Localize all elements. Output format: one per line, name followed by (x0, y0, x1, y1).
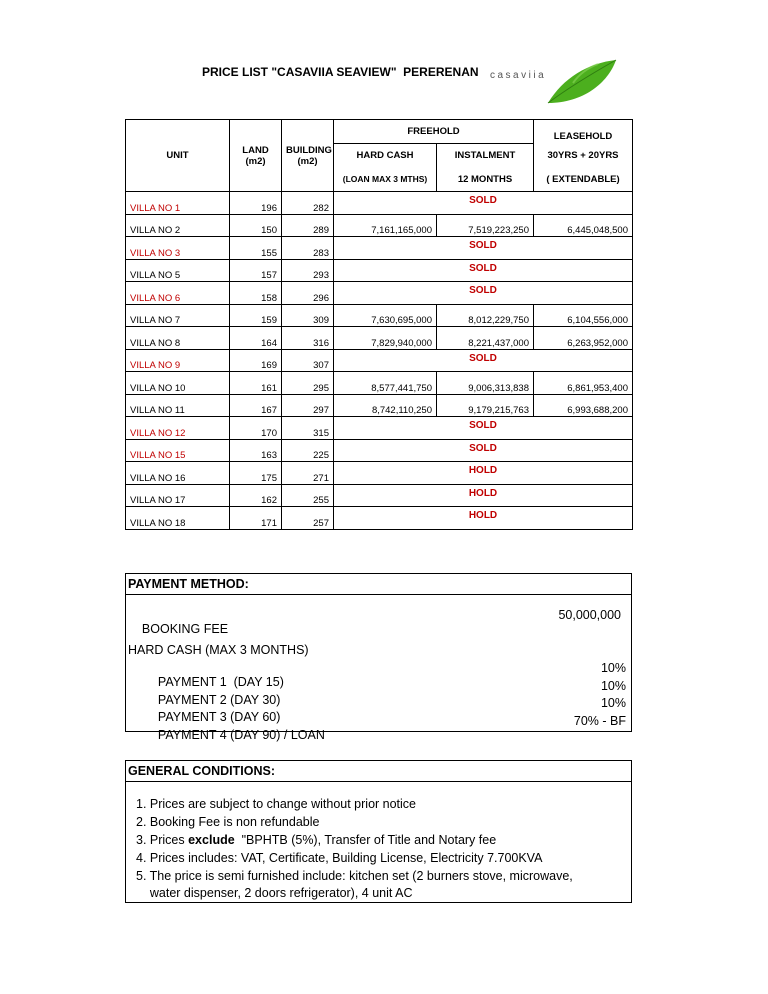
status-badge: SOLD (334, 282, 633, 305)
unit-cell: VILLA NO 16 (126, 462, 230, 485)
condition-item: 1. Prices are subject to change without prior notice (136, 797, 417, 811)
header-land: LAND (m2) (230, 120, 282, 192)
instalment-cell: 9,179,215,763 (437, 394, 534, 417)
status-badge: SOLD (334, 417, 633, 440)
building-cell: 309 (282, 304, 334, 327)
unit-cell: VILLA NO 17 (126, 484, 230, 507)
building-cell: 296 (282, 282, 334, 305)
table-row (126, 439, 633, 462)
table-row (126, 349, 633, 372)
instalment-cell: 8,221,437,000 (437, 327, 534, 350)
building-cell: 315 (282, 417, 334, 440)
table-row (126, 507, 633, 530)
land-cell: 175 (230, 462, 282, 485)
table-row (126, 372, 633, 395)
unit-cell: VILLA NO 10 (126, 372, 230, 395)
header-freehold: FREEHOLD (334, 120, 534, 144)
header-leasehold: LEASEHOLD (534, 120, 633, 144)
building-cell: 271 (282, 462, 334, 485)
land-cell: 159 (230, 304, 282, 327)
building-cell: 316 (282, 327, 334, 350)
header-building: BUILDING (m2) (282, 120, 334, 192)
payment-item-label: PAYMENT 2 (DAY 30) (157, 693, 281, 707)
payment-item-value: 10% (600, 679, 626, 693)
table-row (126, 237, 633, 260)
unit-cell: VILLA NO 8 (126, 327, 230, 350)
building-cell: 289 (282, 214, 334, 237)
unit-cell: VILLA NO 2 (126, 214, 230, 237)
header-unit: UNIT (126, 120, 230, 192)
table-row (126, 259, 633, 282)
land-cell: 170 (230, 417, 282, 440)
unit-cell: VILLA NO 7 (126, 304, 230, 327)
unit-cell: VILLA NO 15 (126, 439, 230, 462)
unit-cell: VILLA NO 3 (126, 237, 230, 260)
header-hard-cash-note: (LOAN MAX 3 MTHS) (334, 168, 437, 192)
unit-cell: VILLA NO 9 (126, 349, 230, 372)
land-cell: 162 (230, 484, 282, 507)
payment-item-value: 10% (600, 661, 626, 675)
status-badge: SOLD (334, 192, 633, 215)
leasehold-cell: 6,445,048,500 (534, 214, 633, 237)
payment-method-section (125, 573, 632, 742)
hard-cash-cell: 7,829,940,000 (334, 327, 437, 350)
payment-heading: PAYMENT METHOD: (128, 577, 249, 591)
building-cell: 297 (282, 394, 334, 417)
table-row (126, 484, 633, 507)
table-row (126, 327, 633, 350)
land-cell: 158 (230, 282, 282, 305)
land-cell: 150 (230, 214, 282, 237)
status-badge: SOLD (334, 259, 633, 282)
instalment-cell: 7,519,223,250 (437, 214, 534, 237)
condition-item (136, 833, 496, 847)
unit-cell: VILLA NO 18 (126, 507, 230, 530)
hard-cash-label: HARD CASH (MAX 3 MONTHS) (128, 643, 309, 657)
header-leasehold-note: ( EXTENDABLE) (534, 168, 633, 192)
building-cell: 293 (282, 259, 334, 282)
condition-item: 5. The price is semi furnished include: kitchen set (2 burners stove, microwave, (136, 869, 573, 883)
header-leasehold-term: 30YRS + 20YRS (534, 144, 633, 168)
building-cell: 282 (282, 192, 334, 215)
payment-item-label: PAYMENT 3 (DAY 60) (157, 710, 281, 724)
building-cell: 225 (282, 439, 334, 462)
page-title: PRICE LIST "CASAVIIA SEAVIEW" PERERENAN (202, 65, 479, 79)
status-badge: HOLD (334, 507, 633, 530)
status-badge: HOLD (334, 462, 633, 485)
leasehold-cell: 6,993,688,200 (534, 394, 633, 417)
table-row (126, 394, 633, 417)
payment-item-value: 10% (600, 696, 626, 710)
table-row (126, 304, 633, 327)
status-badge: SOLD (334, 439, 633, 462)
condition-item: 4. Prices includes: VAT, Certificate, Building License, Electricity 7.700KVA (136, 851, 543, 865)
condition-text: 3. Prices (136, 833, 189, 847)
instalment-cell: 8,012,229,750 (437, 304, 534, 327)
payment-item-value: 70% - BF (573, 714, 626, 728)
unit-cell: VILLA NO 12 (126, 417, 230, 440)
unit-cell: VILLA NO 1 (126, 192, 230, 215)
hard-cash-cell: 8,577,441,750 (334, 372, 437, 395)
land-cell: 169 (230, 349, 282, 372)
payment-item-label: PAYMENT 1 (DAY 15) (157, 675, 284, 689)
building-cell: 283 (282, 237, 334, 260)
unit-cell: VILLA NO 6 (126, 282, 230, 305)
price-table (125, 119, 633, 530)
general-conditions-section (125, 760, 632, 903)
status-badge: HOLD (334, 484, 633, 507)
leaf-icon (518, 58, 618, 108)
building-cell: 295 (282, 372, 334, 395)
hard-cash-cell: 7,161,165,000 (334, 214, 437, 237)
building-cell: 255 (282, 484, 334, 507)
header-instalment-note: 12 MONTHS (437, 168, 534, 192)
building-cell: 257 (282, 507, 334, 530)
table-row (126, 282, 633, 305)
leasehold-cell: 6,861,953,400 (534, 372, 633, 395)
leasehold-cell: 6,104,556,000 (534, 304, 633, 327)
land-cell: 196 (230, 192, 282, 215)
table-row (126, 417, 633, 440)
unit-cell: VILLA NO 5 (126, 259, 230, 282)
land-cell: 167 (230, 394, 282, 417)
table-row (126, 462, 633, 485)
land-cell: 171 (230, 507, 282, 530)
land-cell: 155 (230, 237, 282, 260)
conditions-heading: GENERAL CONDITIONS: (128, 764, 275, 778)
condition-emphasis: exclude (188, 833, 235, 847)
booking-fee-value: 50,000,000 (558, 608, 621, 622)
condition-text: "BPHTB (5%), Transfer of Title and Notary fee (234, 833, 497, 847)
table-row (126, 214, 633, 237)
hard-cash-cell: 7,630,695,000 (334, 304, 437, 327)
land-cell: 163 (230, 439, 282, 462)
condition-item: water dispenser, 2 doors refrigerator), 4 unit AC (136, 886, 413, 900)
logo-text: casaviia (490, 70, 547, 81)
leasehold-cell: 6,263,952,000 (534, 327, 633, 350)
table-row (126, 192, 633, 215)
building-cell: 307 (282, 349, 334, 372)
unit-cell: VILLA NO 11 (126, 394, 230, 417)
condition-item: 2. Booking Fee is non refundable (136, 815, 320, 829)
header-hard-cash: HARD CASH (334, 144, 437, 168)
booking-fee-label: BOOKING FEE (141, 622, 229, 636)
brand-logo (490, 58, 620, 108)
hard-cash-cell: 8,742,110,250 (334, 394, 437, 417)
header-instalment: INSTALMENT (437, 144, 534, 168)
status-badge: SOLD (334, 349, 633, 372)
payment-item-label: PAYMENT 4 (DAY 90) / LOAN (157, 728, 325, 742)
land-cell: 164 (230, 327, 282, 350)
status-badge: SOLD (334, 237, 633, 260)
instalment-cell: 9,006,313,838 (437, 372, 534, 395)
land-cell: 157 (230, 259, 282, 282)
land-cell: 161 (230, 372, 282, 395)
